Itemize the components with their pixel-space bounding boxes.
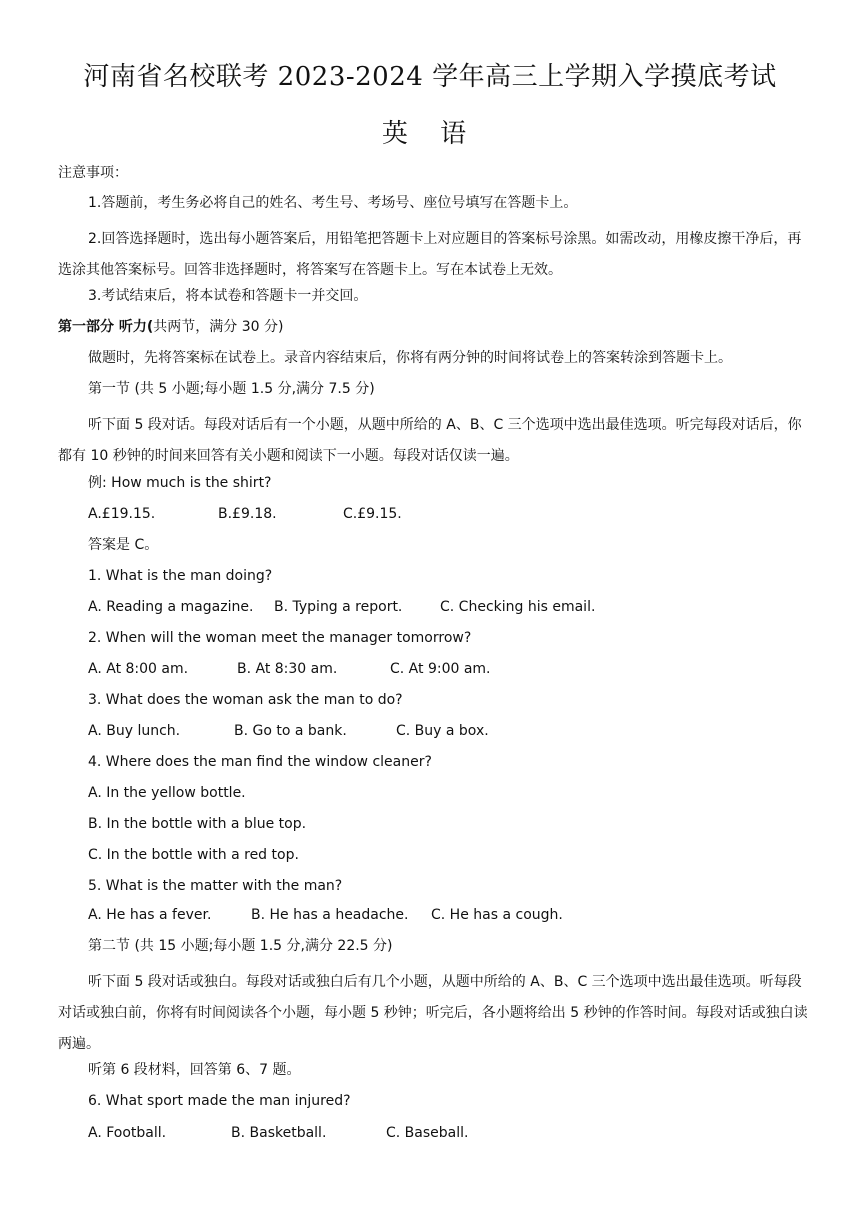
q4-option-b: B. In the bottle with a blue top. — [88, 816, 307, 832]
section2-instruction: 听下面 5 段对话或独白。每段对话或独白后有几个小题，从题中所给的 A、B、C 三个选项中选出最佳选项。听每段对话或独白前，你将有时间阅读各个小题，每小题 5 秒钟；听完后，各小题将给出 5 秒钟的作答时间。每段对话或独白读两遍。 — [58, 974, 808, 1052]
q3-option-a: A. Buy lunch. — [88, 723, 181, 739]
q5-option-c: C. He has a cough. — [431, 907, 563, 923]
q1-option-c: C. Checking his email. — [440, 599, 596, 615]
q6-option-c: C. Baseball. — [386, 1125, 469, 1141]
q3-option-c: C. Buy a box. — [396, 723, 489, 739]
question-6: 6. What sport made the man injured? — [88, 1093, 351, 1109]
section2-heading: 第二节 (共 15 小题;每小题 1.5 分,满分 22.5 分) — [88, 938, 393, 954]
q4-option-c: C. In the bottle with a red top. — [88, 847, 299, 863]
q4-option-a: A. In the yellow bottle. — [88, 785, 246, 801]
q1-option-a: A. Reading a magazine. — [88, 599, 254, 615]
notice-item-3: 3.考试结束后，将本试卷和答题卡一并交回。 — [88, 288, 368, 304]
question-5: 5. What is the matter with the man? — [88, 878, 343, 894]
q3-option-b: B. Go to a bank. — [234, 723, 347, 739]
q2-option-c: C. At 9:00 am. — [390, 661, 491, 677]
q5-option-a: A. He has a fever. — [88, 907, 212, 923]
question-1: 1. What is the man doing? — [88, 568, 273, 584]
notice-heading: 注意事项： — [58, 165, 128, 181]
q2-option-b: B. At 8:30 am. — [237, 661, 338, 677]
q1-option-b: B. Typing a report. — [274, 599, 403, 615]
notice-item-1: 1.答题前，考生务必将自己的姓名、考生号、考场号、座位号填写在答题卡上。 — [88, 195, 578, 211]
question-3: 3. What does the woman ask the man to do? — [88, 692, 403, 708]
q6-option-a: A. Football. — [88, 1125, 167, 1141]
section1-instruction: 听下面 5 段对话。每段对话后有一个小题，从题中所给的 A、B、C 三个选项中选出最佳选项。听完每段对话后，你都有 10 秒钟的时间来回答有关小题和阅读下一小题。每段对话仅读一遍。 — [58, 417, 802, 464]
section2-material: 听第 6 段材料，回答第 6、7 题。 — [88, 1062, 301, 1078]
example-option-b: B.£9.18. — [218, 506, 277, 522]
part1-heading-rest: 共两节，满分 30 分) — [153, 319, 284, 335]
example-question: 例: How much is the shirt? — [88, 475, 272, 491]
exam-subject: 英 语 — [381, 119, 479, 149]
q2-option-a: A. At 8:00 am. — [88, 661, 189, 677]
question-4: 4. Where does the man find the window cleaner? — [88, 754, 432, 770]
exam-title: 河南省名校联考 2023-2024 学年高三上学期入学摸底考试 — [83, 62, 777, 92]
part1-heading-bold: 第一部分 听力( — [58, 319, 154, 335]
q6-option-b: B. Basketball. — [231, 1125, 327, 1141]
example-option-c: C.£9.15. — [343, 506, 402, 522]
notice-item-2: 2.回答选择题时，选出每小题答案后，用铅笔把答题卡上对应题目的答案标号涂黑。如需改动，用橡皮擦干净后，再选涂其他答案标号。回答非选择题时，将答案写在答题卡上。写在本试卷上无效。 — [58, 231, 802, 278]
example-option-a: A.£19.15. — [88, 506, 156, 522]
q5-option-b: B. He has a headache. — [251, 907, 409, 923]
part1-heading — [58, 317, 808, 337]
question-2: 2. When will the woman meet the manager tomorrow? — [88, 630, 472, 646]
section1-heading: 第一节 (共 5 小题;每小题 1.5 分,满分 7.5 分) — [88, 381, 375, 397]
example-answer: 答案是 C。 — [88, 537, 159, 553]
part1-instruction: 做题时，先将答案标在试卷上。录音内容结束后，你将有两分钟的时间将试卷上的答案转涂到答题卡上。 — [88, 350, 732, 366]
